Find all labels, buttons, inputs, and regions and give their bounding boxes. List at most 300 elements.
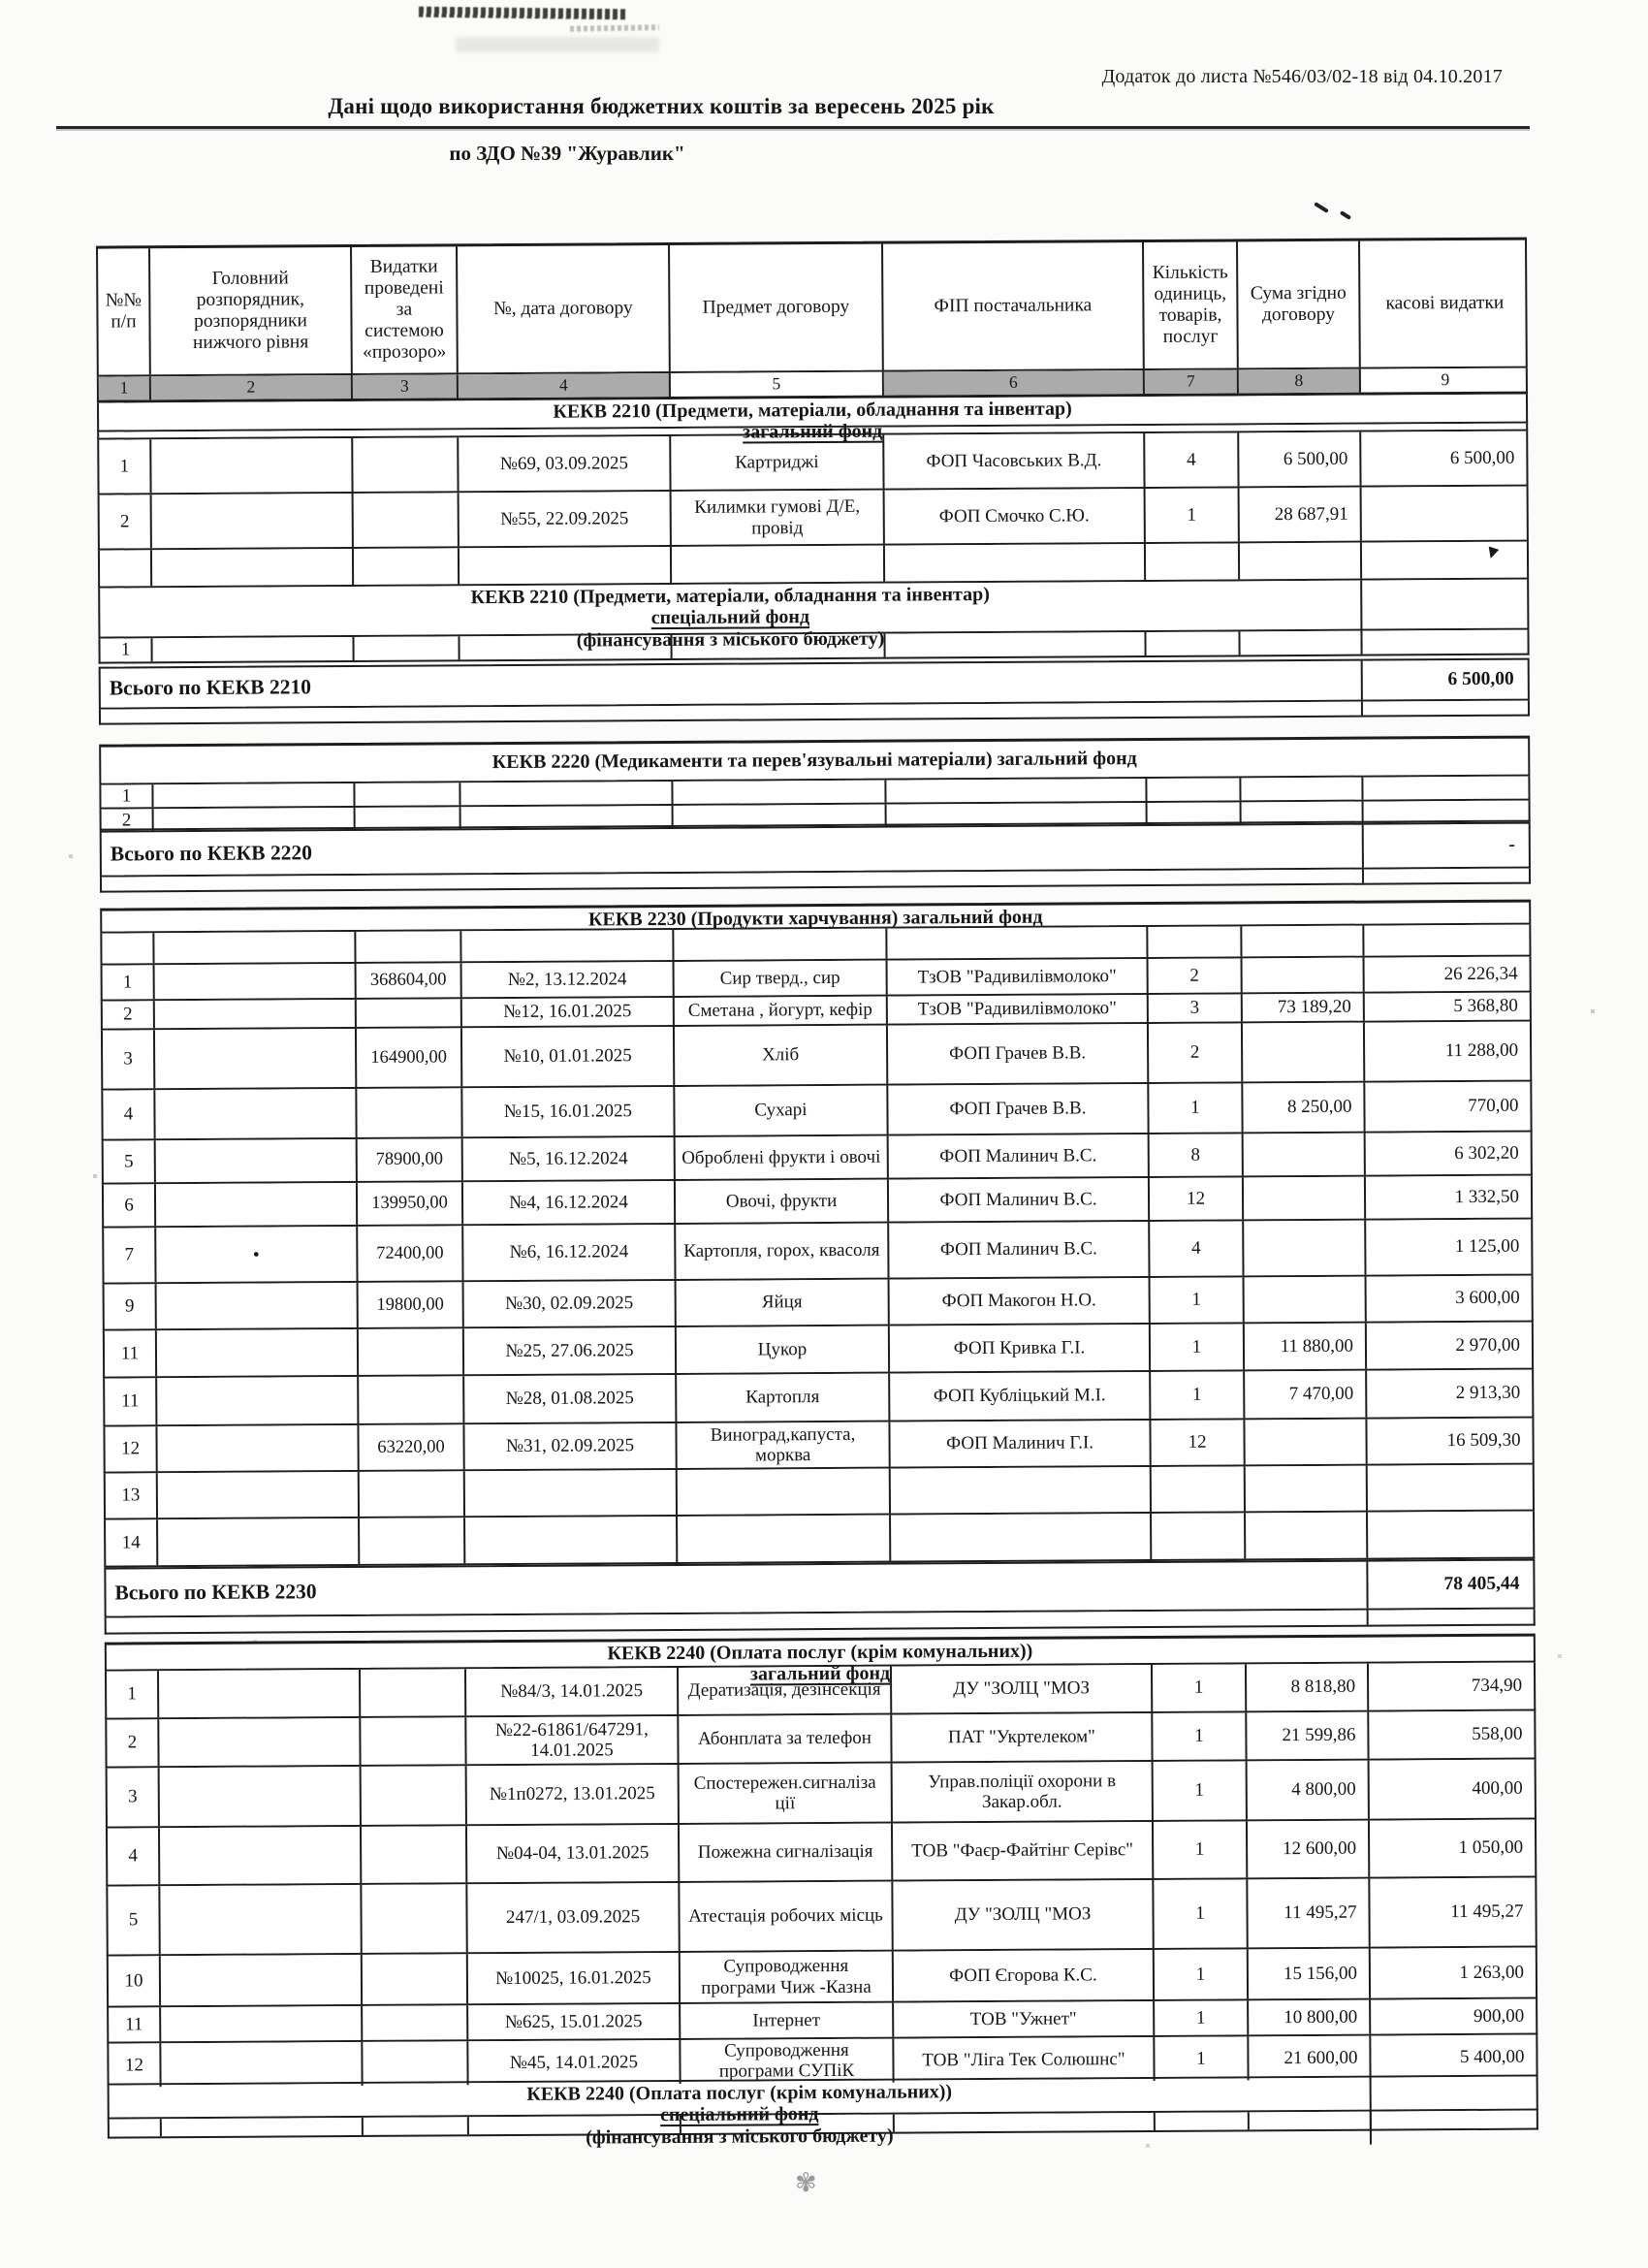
prozorro-amount-cell bbox=[357, 1088, 462, 1137]
quantity-cell: 1 bbox=[1149, 1083, 1243, 1133]
contract-subject-cell: Хліб bbox=[675, 1026, 888, 1085]
contract-sum-cell bbox=[1244, 1177, 1366, 1220]
supplier-cell bbox=[891, 1467, 1152, 1514]
supplier-cell bbox=[885, 544, 1146, 582]
contract-number-date-cell: №625, 15.01.2025 bbox=[468, 2004, 681, 2039]
contract-number-date-cell: 247/1, 03.09.2025 bbox=[467, 1883, 680, 1952]
table-row bbox=[101, 1082, 1532, 1141]
row-number-cell: 1 bbox=[107, 1671, 159, 1717]
cash-expense-cell: 1 263,00 bbox=[1459, 1962, 1524, 1983]
cash-expense-cell: 26 226,34 bbox=[1443, 963, 1518, 984]
supplier-cell: ФОП Малинич В.С. bbox=[889, 1222, 1150, 1278]
prozorro-amount-cell bbox=[363, 1954, 468, 2004]
contract-sum-cell: 73 189,20 bbox=[1243, 994, 1365, 1022]
disposer-cell bbox=[157, 1425, 359, 1471]
quantity-cell: 2 bbox=[1149, 1023, 1243, 1082]
cash-expense-cell: 6 302,20 bbox=[1454, 1142, 1519, 1164]
contract-subject-cell: Килимки гумові Д/Е, провід bbox=[672, 491, 885, 545]
cash-expense-cell: 11 288,00 bbox=[1444, 1040, 1519, 1062]
row-number-cell bbox=[110, 2119, 162, 2136]
disposer-cell bbox=[152, 549, 354, 586]
contract-sum-cell: 21 600,00 bbox=[1249, 2036, 1371, 2080]
contract-subject-cell bbox=[678, 1469, 891, 1515]
total-value: - bbox=[1508, 834, 1515, 855]
supplier-cell: ТОВ "Фаєр-Файтінг Серівс" bbox=[893, 1822, 1154, 1880]
prozorro-amount-cell: 78900,00 bbox=[358, 1138, 463, 1181]
prozorro-amount-cell bbox=[359, 1376, 464, 1423]
cash-expense-cell bbox=[1362, 630, 1531, 655]
contract-subject-cell: Оброблені фрукти і овочі bbox=[676, 1136, 889, 1179]
quantity-cell: 1 bbox=[1153, 1712, 1247, 1760]
table-row bbox=[105, 1711, 1536, 1769]
disposer-cell bbox=[160, 1885, 362, 1954]
supplier-cell: ДУ "ЗОЛЦ "МОЗ bbox=[893, 1880, 1154, 1950]
column-number-cell: 1 bbox=[99, 376, 151, 399]
prozorro-amount-cell bbox=[359, 1328, 464, 1375]
quantity-cell bbox=[1148, 802, 1242, 825]
contract-subject-cell: Яйця bbox=[677, 1280, 890, 1326]
row-number-cell: 5 bbox=[108, 1886, 160, 1954]
column-number-cell: 4 bbox=[459, 373, 671, 398]
header-cell: Сума згідно договору bbox=[1238, 241, 1361, 368]
spacer-cell bbox=[1364, 869, 1533, 883]
prozorro-amount-cell: 139950,00 bbox=[358, 1182, 463, 1225]
column-number-cell: 2 bbox=[151, 375, 353, 399]
row-number-cell: 1 bbox=[99, 439, 151, 493]
supplier-cell: ФОП Кривка Г.І. bbox=[890, 1325, 1151, 1372]
budget-table bbox=[96, 238, 1538, 2149]
spacer-cell bbox=[1369, 1610, 1537, 1625]
contract-sum-cell bbox=[1245, 1277, 1367, 1323]
disposer-cell bbox=[153, 783, 355, 808]
cash-expense-cell: 5 368,80 bbox=[1453, 996, 1518, 1017]
contract-subject-cell: Цукор bbox=[677, 1326, 890, 1373]
table-row bbox=[102, 1220, 1533, 1285]
disposer-cell: ● bbox=[156, 1227, 358, 1282]
cash-expense-cell: 1 332,50 bbox=[1454, 1186, 1520, 1207]
quantity-cell: 4 bbox=[1150, 1221, 1244, 1276]
quantity-cell: 1 bbox=[1153, 1664, 1247, 1711]
supplier-cell: ФОП Малинич В.С. bbox=[889, 1178, 1150, 1222]
prozorro-amount-cell: 63220,00 bbox=[359, 1424, 464, 1470]
contract-sum-cell bbox=[1243, 958, 1365, 993]
disposer-cell bbox=[154, 932, 356, 963]
contract-sum-cell: 28 687,91 bbox=[1240, 488, 1362, 542]
cash-expense-cell: 16 509,30 bbox=[1446, 1430, 1521, 1452]
contract-sum-cell: 8 250,00 bbox=[1243, 1083, 1365, 1133]
prozorro-amount-cell: 368604,00 bbox=[357, 963, 462, 998]
contract-subject-cell bbox=[674, 805, 887, 829]
disposer-cell bbox=[158, 1472, 360, 1517]
scan-smudge-artifact bbox=[456, 37, 659, 52]
quantity-cell: 1 bbox=[1146, 488, 1240, 542]
contract-subject-cell: Сметана , йогурт, кефір bbox=[675, 997, 888, 1025]
contract-sum-cell bbox=[1244, 1134, 1366, 1176]
prozorro-amount-cell bbox=[363, 2041, 468, 2085]
supplier-cell: ФОП Часовських В.Д. bbox=[884, 433, 1145, 489]
cash-expense-cell: 1 050,00 bbox=[1458, 1837, 1524, 1859]
prozorro-amount-cell bbox=[362, 1766, 467, 1825]
column-number-cell: 8 bbox=[1239, 369, 1361, 394]
table-row bbox=[107, 1948, 1537, 2008]
disposer-cell bbox=[155, 1089, 357, 1138]
supplier-cell bbox=[886, 779, 1147, 803]
scan-scratch-artifact bbox=[419, 7, 626, 20]
contract-number-date-cell: №25, 27.06.2025 bbox=[464, 1327, 677, 1374]
contract-sum-cell: 12 600,00 bbox=[1248, 1821, 1370, 1878]
row-number-cell: 11 bbox=[105, 1378, 157, 1424]
prozorro-amount-cell bbox=[353, 437, 459, 492]
contract-subject-cell: Спостережен.сигналіза ції bbox=[680, 1764, 893, 1823]
scan-noise-specks bbox=[0, 0, 2, 2]
disposer-cell bbox=[161, 2006, 363, 2041]
row-number-cell: 11 bbox=[105, 1330, 157, 1376]
table-row bbox=[106, 1878, 1537, 1957]
quantity-cell: 12 bbox=[1150, 1177, 1244, 1220]
contract-subject-cell: Картопля, горох, квасоля bbox=[676, 1224, 889, 1279]
supplier-cell: ФОП Грачев В.В. bbox=[888, 1084, 1149, 1134]
header-cell: №№ п/п bbox=[98, 248, 151, 374]
disposer-cell bbox=[161, 2042, 363, 2087]
supplier-cell: ПАТ "Укртелеком" bbox=[892, 1713, 1153, 1762]
disposer-cell bbox=[161, 1955, 363, 2005]
contract-number-date-cell: №45, 14.01.2025 bbox=[468, 2040, 681, 2085]
prozorro-amount-cell bbox=[354, 548, 460, 585]
pen-tick-mark-2 bbox=[1340, 210, 1351, 220]
prozorro-amount-cell bbox=[361, 1669, 466, 1716]
quantity-cell: 4 bbox=[1145, 432, 1239, 487]
disposer-cell bbox=[159, 1670, 361, 1717]
contract-subject-cell: Супроводження програми СУПіК bbox=[681, 2039, 894, 2084]
contract-number-date-cell: №10, 01.01.2025 bbox=[462, 1027, 675, 1086]
row-number-cell: 3 bbox=[103, 1030, 155, 1088]
contract-number-date-cell bbox=[465, 1470, 678, 1516]
row-number-cell: 11 bbox=[109, 2007, 161, 2041]
contract-number-date-cell: №6, 16.12.2024 bbox=[463, 1225, 676, 1280]
row-number-cell: 1 bbox=[100, 638, 152, 661]
row-number-cell: 4 bbox=[103, 1090, 155, 1138]
prozorro-amount-cell bbox=[357, 999, 462, 1027]
contract-sum-cell bbox=[1246, 1513, 1368, 1559]
supplier-cell: ТОВ "Ужнет" bbox=[894, 2001, 1155, 2037]
quantity-cell bbox=[1152, 1466, 1246, 1512]
column-number-cell: 7 bbox=[1145, 369, 1239, 394]
band-underlined-text: спеціальний фонд bbox=[660, 2103, 819, 2126]
row-number-cell: 1 bbox=[103, 965, 155, 999]
band-underlined-text: загальний фонд bbox=[743, 421, 883, 443]
cash-expense-cell bbox=[1368, 1512, 1537, 1558]
row-number-cell: 2 bbox=[102, 809, 154, 832]
disposer-cell bbox=[160, 1827, 362, 1884]
contract-sum-cell: 11 880,00 bbox=[1245, 1324, 1367, 1370]
total-row bbox=[104, 1559, 1535, 1618]
disposer-cell bbox=[155, 964, 357, 999]
prozorro-amount-cell bbox=[356, 931, 461, 962]
document-subtitle: по ЗДО №39 "Журавлик" bbox=[449, 142, 685, 165]
row-number-cell: 12 bbox=[109, 2043, 161, 2087]
contract-subject-cell bbox=[672, 634, 885, 658]
contract-sum-cell: 8 818,80 bbox=[1247, 1664, 1369, 1711]
contract-subject-cell: Картриджі bbox=[671, 435, 884, 490]
section-band-text bbox=[492, 748, 1137, 773]
contract-subject-cell: Супроводження програми Чиж -Казна bbox=[681, 1952, 894, 2002]
cash-expense-cell bbox=[1363, 777, 1532, 800]
cash-expense-cell: 770,00 bbox=[1468, 1096, 1519, 1117]
table-row bbox=[106, 1820, 1537, 1887]
disposer-cell bbox=[152, 637, 354, 661]
contract-number-date-cell: №2, 13.12.2024 bbox=[462, 962, 675, 997]
contract-subject-cell: Атестація робочих місць bbox=[680, 1882, 893, 1951]
disposer-cell bbox=[156, 1139, 358, 1182]
prozorro-amount-cell bbox=[355, 783, 460, 806]
contract-sum-cell: 15 156,00 bbox=[1249, 1949, 1371, 1999]
column-number-cell: 9 bbox=[1441, 369, 1450, 390]
row-number-cell: 2 bbox=[100, 495, 152, 548]
row-number-cell: 13 bbox=[106, 1473, 158, 1517]
disposer-cell bbox=[157, 1329, 359, 1376]
contract-subject-cell bbox=[672, 546, 885, 583]
cash-expense-cell: 5 400,00 bbox=[1459, 2046, 1525, 2067]
contract-number-date-cell: №84/3, 14.01.2025 bbox=[466, 1668, 679, 1715]
contract-subject-cell bbox=[673, 781, 886, 805]
contract-number-date-cell bbox=[460, 782, 673, 806]
contract-number-date-cell: №55, 22.09.2025 bbox=[460, 492, 672, 546]
cash-expense-cell: 6 500,00 bbox=[1449, 447, 1515, 468]
quantity-cell: 1 bbox=[1154, 1821, 1248, 1878]
cash-expense-cell: 734,90 bbox=[1471, 1676, 1523, 1697]
stamp-ornament-mark: ✾ bbox=[795, 2168, 817, 2198]
header-cell: Предмет договору bbox=[670, 244, 884, 371]
contract-number-date-cell: №28, 01.08.2025 bbox=[464, 1375, 677, 1422]
table-row bbox=[106, 1760, 1537, 1829]
contract-subject-cell bbox=[674, 929, 887, 960]
disposer-cell bbox=[162, 2118, 364, 2136]
contract-number-date-cell bbox=[469, 2116, 681, 2134]
column-number-cell: 6 bbox=[884, 370, 1145, 396]
table-row bbox=[103, 1370, 1534, 1427]
section-band-label bbox=[101, 739, 1528, 783]
row-number-cell: 10 bbox=[109, 1956, 161, 2005]
contract-sum-cell: 4 800,00 bbox=[1248, 1761, 1370, 1820]
annex-note: Додаток до листа №546/03/02-18 від 04.10.2017 bbox=[1101, 66, 1503, 87]
contract-sum-cell bbox=[1243, 1023, 1365, 1082]
band-underlined-text: загальний фонд bbox=[749, 1663, 891, 1685]
band-text: КЕКВ 2230 (Продукти харчування) загальний фонд bbox=[587, 906, 1043, 931]
supplier-cell bbox=[887, 927, 1148, 959]
band-text: КЕКВ 2210 (Предмети, матеріали, обладнання та інвентар) bbox=[553, 398, 1072, 423]
band-text: КЕКВ 2240 (Оплата послуг (крім комунальних)) bbox=[607, 1640, 1033, 1665]
quantity-cell: 1 bbox=[1151, 1324, 1245, 1370]
contract-number-date-cell: №31, 02.09.2025 bbox=[464, 1423, 677, 1469]
prozorro-amount-cell bbox=[354, 493, 460, 547]
quantity-cell bbox=[1148, 926, 1242, 957]
contract-sum-cell bbox=[1244, 1221, 1366, 1276]
row-number-cell bbox=[102, 933, 154, 963]
supplier-cell bbox=[887, 803, 1148, 827]
row-number-cell: 7 bbox=[104, 1228, 156, 1282]
table-row bbox=[103, 1323, 1534, 1379]
row-number-cell: 2 bbox=[103, 1001, 155, 1028]
empty-table-row bbox=[104, 1512, 1535, 1568]
table-row bbox=[97, 431, 1528, 495]
supplier-cell: ТзОВ "Радивилівмолоко" bbox=[888, 995, 1149, 1024]
pen-tick-mark bbox=[1314, 202, 1329, 213]
cash-expense-cell bbox=[1364, 925, 1533, 956]
document-title: Дані щодо використання бюджетних коштів за вересень 2025 рік bbox=[328, 94, 995, 118]
supplier-cell bbox=[891, 1514, 1152, 1561]
quantity-cell: 1 bbox=[1155, 2036, 1249, 2080]
supplier-cell: ФОП Малинич Г.І. bbox=[890, 1421, 1151, 1467]
quantity-cell: 2 bbox=[1149, 958, 1243, 993]
contract-number-date-cell bbox=[465, 1517, 678, 1563]
contract-number-date-cell: №4, 16.12.2024 bbox=[463, 1181, 676, 1224]
prozorro-amount-cell: 19800,00 bbox=[359, 1282, 464, 1327]
supplier-cell: ТОВ "Ліга Тек Солюшнс" bbox=[894, 2037, 1155, 2082]
quantity-cell bbox=[1146, 543, 1240, 580]
table-row bbox=[105, 1663, 1536, 1720]
supplier-cell: ФОП Грачев В.В. bbox=[888, 1024, 1149, 1084]
contract-number-date-cell: №1п0272, 13.01.2025 bbox=[467, 1765, 680, 1824]
quantity-cell: 1 bbox=[1151, 1277, 1245, 1323]
contract-number-date-cell bbox=[461, 806, 674, 830]
cash-expense-cell: 2 913,30 bbox=[1455, 1383, 1521, 1404]
disposer-cell bbox=[158, 1518, 360, 1565]
supplier-cell: ФОП Макогон Н.О. bbox=[890, 1278, 1151, 1325]
contract-number-date-cell: №10025, 16.01.2025 bbox=[468, 1953, 681, 2003]
prozorro-amount-cell: 72400,00 bbox=[358, 1226, 463, 1281]
band-text-suffix: (фінансування з міського бюджету) bbox=[586, 2124, 894, 2149]
cash-expense-cell bbox=[1372, 2111, 1540, 2129]
column-number-cell: 3 bbox=[353, 374, 459, 399]
contract-subject-cell: Виноград,капуста, морква bbox=[677, 1422, 890, 1468]
disposer-cell bbox=[160, 1767, 362, 1826]
disposer-cell bbox=[157, 1377, 359, 1424]
prozorro-amount-cell bbox=[354, 636, 460, 660]
contract-number-date-cell: №22-61861/647291, 14.01.2025 bbox=[466, 1716, 679, 1764]
contract-subject-cell: Картопля bbox=[677, 1374, 890, 1421]
contract-number-date-cell bbox=[461, 930, 674, 961]
row-number-cell bbox=[100, 550, 152, 586]
contract-sum-cell bbox=[1240, 631, 1362, 655]
contract-sum-cell bbox=[1245, 1420, 1367, 1465]
prozorro-amount-cell bbox=[362, 1884, 467, 1953]
cash-expense-cell bbox=[1368, 1465, 1537, 1511]
total-value: 6 500,00 bbox=[1447, 668, 1514, 690]
contract-subject-cell: Інтернет bbox=[681, 2003, 894, 2038]
spacer-cell bbox=[1363, 701, 1532, 716]
band-text: КЕКВ 2210 (Предмети, матеріали, обладнання та інвентар) bbox=[470, 583, 990, 609]
table-row bbox=[101, 1022, 1532, 1091]
scan-arrow-mark: ▼ bbox=[1480, 540, 1505, 566]
contract-subject-cell: Дератизація, дезінсекція bbox=[679, 1667, 892, 1714]
prozorro-amount-cell bbox=[363, 2005, 468, 2040]
contract-sum-cell bbox=[1246, 1466, 1368, 1512]
header-cell: Головний розпорядник, розпорядники нижчого рівня bbox=[150, 247, 353, 374]
prozorro-amount-cell bbox=[360, 1471, 465, 1517]
prozorro-amount-cell bbox=[364, 2117, 469, 2135]
supplier-cell: ФОП Смочко С.Ю. bbox=[885, 489, 1146, 544]
quantity-cell bbox=[1156, 2112, 1250, 2130]
contract-subject-cell bbox=[681, 2115, 895, 2133]
contract-number-date-cell: №12, 16.01.2025 bbox=[462, 998, 675, 1026]
row-number-cell: 5 bbox=[104, 1140, 156, 1182]
cash-expense-cell bbox=[1364, 801, 1533, 824]
cash-expense-cell: 900,00 bbox=[1473, 2005, 1525, 2027]
header-cell: касові видатки bbox=[1385, 292, 1505, 314]
disposer-cell bbox=[155, 1000, 357, 1028]
total-label: Всього по КЕКВ 2230 bbox=[106, 1562, 1368, 1616]
prozorro-amount-cell bbox=[361, 1717, 466, 1765]
contract-number-date-cell bbox=[460, 547, 672, 584]
total-value: 78 405,44 bbox=[1443, 1573, 1520, 1595]
disposer-cell bbox=[155, 1029, 357, 1088]
contract-number-date-cell: №5, 16.12.2024 bbox=[463, 1137, 676, 1180]
table-row bbox=[98, 487, 1529, 551]
quantity-cell: 1 bbox=[1154, 1761, 1248, 1820]
quantity-cell: 1 bbox=[1155, 1949, 1249, 1999]
total-label: Всього по КЕКВ 2220 bbox=[102, 825, 1364, 876]
row-number-cell: 9 bbox=[105, 1284, 157, 1328]
supplier-cell: Управ.поліції охорони в Закар.обл. bbox=[893, 1762, 1154, 1822]
section-band bbox=[98, 580, 1529, 652]
cash-expense-cell: 3 600,00 bbox=[1455, 1288, 1520, 1309]
contract-number-date-cell: №30, 02.09.2025 bbox=[464, 1281, 677, 1326]
quantity-cell: 12 bbox=[1151, 1420, 1245, 1465]
header-cell: Видатки проведені за системою «прозоро» bbox=[352, 246, 459, 373]
contract-number-date-cell bbox=[460, 635, 672, 659]
contract-sum-cell bbox=[1241, 778, 1363, 801]
prozorro-amount-cell bbox=[356, 807, 461, 830]
quantity-cell: 1 bbox=[1151, 1371, 1245, 1419]
contract-number-date-cell: №04-04, 13.01.2025 bbox=[467, 1825, 680, 1882]
contract-sum-cell bbox=[1240, 543, 1362, 580]
supplier-cell bbox=[885, 632, 1146, 657]
supplier-cell: ФОП Малинич В.С. bbox=[889, 1134, 1150, 1178]
scan-scratch-artifact-2 bbox=[570, 24, 659, 32]
row-number-cell: 4 bbox=[108, 1828, 160, 1884]
disposer-cell bbox=[157, 1283, 359, 1328]
table-header-row bbox=[96, 238, 1528, 377]
row-number-cell: 1 bbox=[101, 784, 153, 808]
cash-expense-cell: 400,00 bbox=[1472, 1778, 1523, 1800]
band-underlined-text: спеціальний фонд bbox=[650, 606, 810, 629]
total-label: Всього по КЕКВ 2210 bbox=[101, 661, 1363, 708]
contract-sum-cell bbox=[1242, 802, 1364, 825]
supplier-cell: ТзОВ "Радивилівмолоко" bbox=[888, 959, 1149, 995]
prozorro-amount-cell: 164900,00 bbox=[357, 1028, 462, 1087]
header-cell: №, дата договору bbox=[458, 245, 671, 372]
title-underline-rule bbox=[56, 126, 1530, 129]
row-number-cell: 2 bbox=[107, 1719, 159, 1766]
row-number-cell: 14 bbox=[106, 1519, 158, 1565]
contract-sum-cell: 21 599,86 bbox=[1247, 1712, 1369, 1760]
prozorro-amount-cell bbox=[362, 1826, 467, 1883]
row-number-cell: 3 bbox=[108, 1768, 160, 1826]
disposer-cell bbox=[156, 1183, 358, 1226]
quantity-cell bbox=[1147, 778, 1241, 801]
contract-sum-cell bbox=[1250, 2112, 1372, 2130]
supplier-cell: ФОП Єгорова К.С. bbox=[894, 1950, 1155, 2001]
cash-expense-cell: 1 125,00 bbox=[1454, 1236, 1520, 1258]
row-number-cell: 12 bbox=[105, 1426, 157, 1471]
cash-expense-cell: 2 970,00 bbox=[1455, 1334, 1521, 1356]
contract-subject-cell: Сухарі bbox=[675, 1086, 888, 1135]
quantity-cell bbox=[1146, 631, 1240, 655]
quantity-cell: 8 bbox=[1150, 1134, 1244, 1176]
supplier-cell: ДУ "ЗОЛЦ "МОЗ bbox=[892, 1665, 1153, 1713]
supplier-cell: ФОП Кубліцький М.І. bbox=[890, 1372, 1151, 1421]
cash-expense-cell: 558,00 bbox=[1472, 1724, 1523, 1745]
